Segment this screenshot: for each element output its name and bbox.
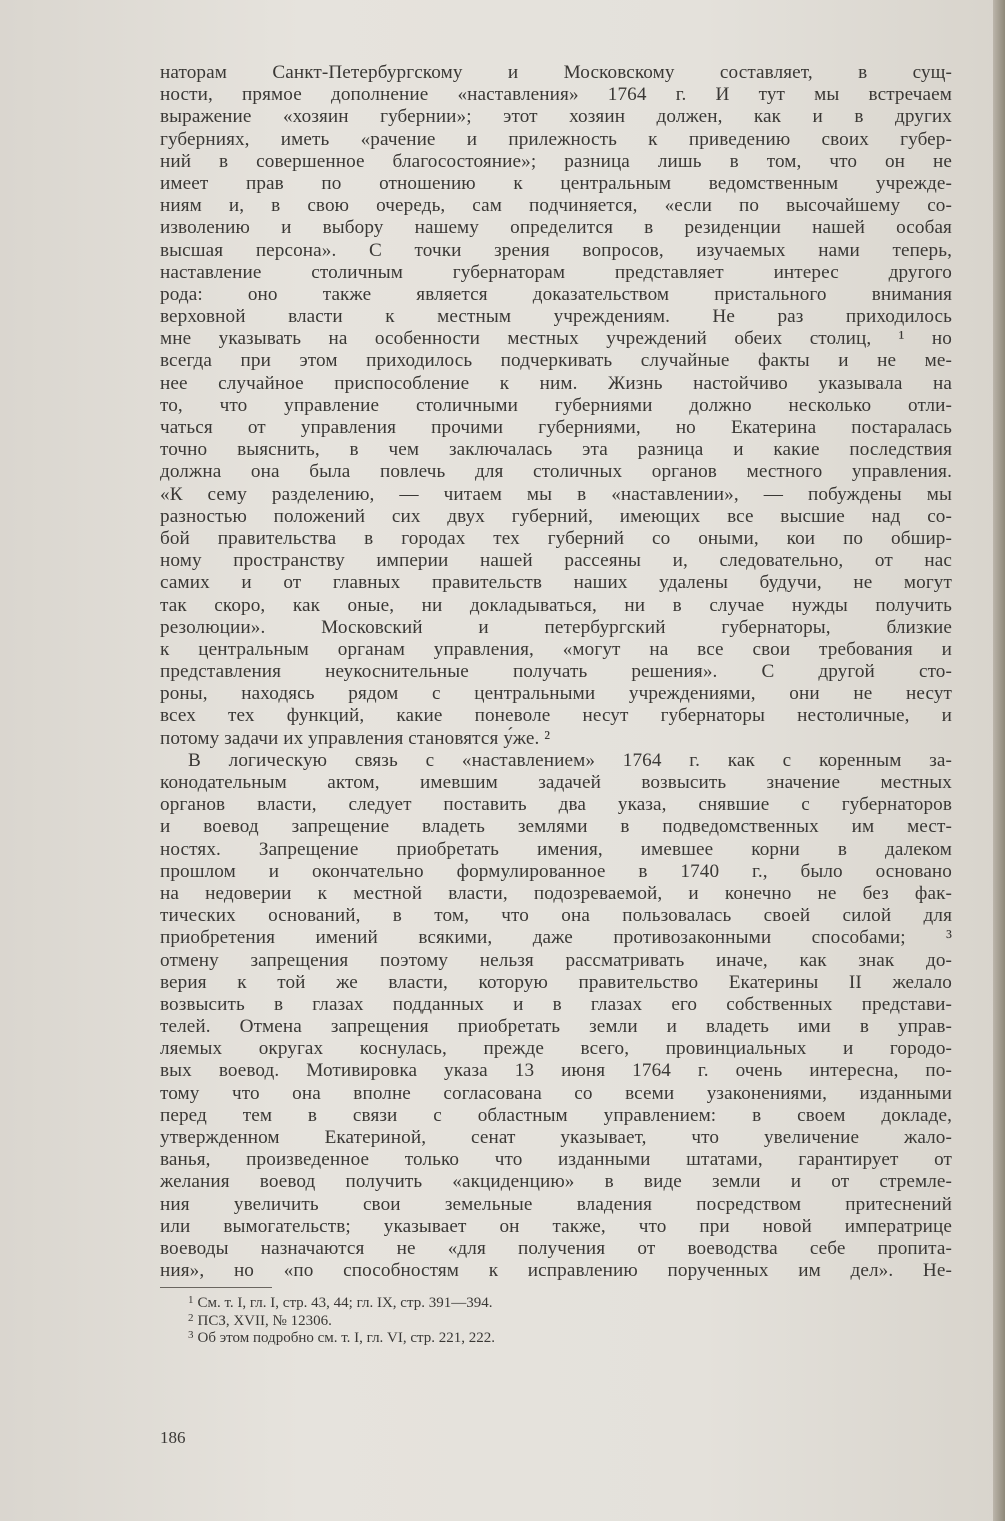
text-line: на недоверии к местной власти, подозреваемой, и конечно не без фак-: [160, 882, 952, 904]
text-line: В логическую связь с «наставлением» 1764 г. как с коренным за-: [188, 749, 952, 771]
text-line: чаться от управления прочими губерниями, но Екатерина постаралась: [160, 417, 952, 438]
text-line: воеводы назначаются не «для получения от воеводства себе пропита-: [160, 1237, 952, 1259]
text-line: тических оснований, в том, что она пользовалась своей силой для: [160, 905, 952, 927]
text-line: верховной власти к местным учреждениям. Не раз приходилось: [160, 306, 952, 328]
page-edge: [993, 0, 1005, 1521]
text-line: губерниях, иметь «рачение и прилежность к приведению своих губер-: [160, 128, 952, 150]
text-line: резолюции». Московский и петербургский губернаторы, близкие: [160, 616, 952, 638]
text-line: ности, прямое дополнение «наставления» 1764 г. И тут мы встречаем: [160, 84, 952, 106]
text-line: ний в совершенное благосостояние»; разница лишь в том, что он не: [160, 150, 952, 172]
footnote-text: См. т. I, гл. I, стр. 43, 44; гл. IX, стр. 391—394.: [197, 1295, 493, 1312]
text-line: перед тем в связи с областным управлением: в своем докладе,: [160, 1104, 952, 1126]
text-line: выражение «хозяин губернии»; этот хозяин должен, как и в других: [160, 106, 952, 128]
text-line: телей. Отмена запрещения приобретать земли и владеть ими в управ-: [160, 1016, 952, 1038]
text-line: тому что она вполне согласована со всеми узаконениями, изданными: [160, 1082, 952, 1104]
text-line: ностях. Запрещение приобретать имения, имевшее корни в далеком: [160, 838, 952, 860]
text-line: отмену запрещения поэтому нельзя рассматривать иначе, как знак до-: [160, 949, 952, 971]
main-text: [160, 62, 952, 1345]
text-line: мне указывать на особенности местных учреждений обеих столиц, ¹ но: [160, 328, 952, 350]
text-line: конодательным актом, имевшим задачей возвысить значение местных: [160, 772, 952, 793]
text-line: вых воевод. Мотивировка указа 13 июня 1764 г. очень интересна, по-: [160, 1060, 952, 1082]
text-line: наторам Санкт-Петербургскому и Московскому составляет, в сущ-: [160, 62, 952, 83]
footnote-mark: 1: [188, 1294, 194, 1307]
text-line: всех тех функций, какие поневоле несут губернаторы нестоличные, и: [160, 705, 952, 727]
page-number: 186: [160, 1428, 186, 1447]
text-line: бой правительства в городах тех губерний со оными, кои по обшир-: [160, 527, 952, 549]
text-line: или вымогательств; указывает он также, что при новой императрице: [160, 1215, 952, 1237]
text-line: желания воевод получить «акциденцию» в виде земли и от стремле-: [160, 1171, 952, 1193]
text-line: нее случайное приспособление к ним. Жизнь настойчиво указывала на: [160, 372, 952, 394]
text-line: потому задачи их управления становятся у́же. ²: [160, 727, 551, 749]
footnote: [160, 1292, 952, 1310]
footnote-mark: 3: [188, 1329, 194, 1342]
text-line: ному пространству империи нашей рассеяны и, следовательно, от нас: [160, 550, 952, 572]
footnote-mark: 2: [188, 1311, 194, 1324]
text-line: самих и от главных правительств наших удалены будучи, не могут: [160, 572, 952, 594]
text-line: органов власти, следует поставить два указа, снявшие с губернаторов: [160, 794, 952, 816]
text-line: ванья, произведенное только что изданными штатами, гарантирует от: [160, 1149, 952, 1171]
text-line: приобретения имений всякими, даже противозаконными способами; ³: [160, 927, 952, 949]
text-line: ляемых округах коснулась, прежде всего, провинциальных и городо-: [160, 1038, 952, 1060]
text-line: роны, находясь рядом с центральными учреждениями, они не несут: [160, 683, 952, 705]
text-line: прошлом и окончательно формулированное в 1740 г., было основано: [160, 860, 952, 882]
text-line: ниям и, в свою очередь, сам подчиняется, «если по высочайшему со-: [160, 195, 952, 217]
text-line: разностью положений сих двух губерний, имеющих все высшие над со-: [160, 505, 952, 527]
footnote-text: Об этом подробно см. т. I, гл. VI, стр. 221, 222.: [197, 1330, 496, 1347]
text-line: к центральным органам управления, «могут на все свои требования и: [160, 638, 952, 660]
text-line: ния», но «по способностям к исправлению порученных им дел». Не-: [160, 1260, 952, 1282]
footnote: [160, 1327, 952, 1345]
text-line: возвысить в глазах подданных и в глазах его собственных представи-: [160, 993, 952, 1015]
text-line: «К сему разделению, — читаем мы в «наставлении», — побуждены мы: [160, 483, 952, 505]
text-line: ния увеличить свои земельные владения посредством притеснений: [160, 1193, 952, 1215]
footnote-text: ПСЗ, XVII, № 12306.: [197, 1312, 332, 1329]
text-line: точно выяснить, в чем заключалась эта разница и какие последствия: [160, 439, 952, 461]
text-line: всегда при этом приходилось подчеркивать случайные факты и не ме-: [160, 350, 952, 372]
text-line: рода: оно также является доказательством пристального внимания: [160, 283, 952, 305]
text-line: верия к той же власти, которую правительство Екатерины II желало: [160, 971, 952, 993]
text-line: то, что управление столичными губерниями должно несколько отли-: [160, 394, 952, 416]
text-line: наставление столичным губернаторам представляет интерес другого: [160, 261, 952, 283]
text-line: представления неукоснительные получать решения». С другой сто-: [160, 661, 952, 683]
text-line: изволению и выбору нашему определится в резиденции нашей особая: [160, 217, 952, 239]
text-line: высшая персона». С точки зрения вопросов, изучаемых нами теперь,: [160, 239, 952, 261]
text-line: и воевод запрещение владеть землями в подведомственных им мест-: [160, 816, 952, 838]
text-line: так скоро, как оные, ни докладываться, ни в случае нужды получить: [160, 594, 952, 616]
footnote: [160, 1310, 952, 1328]
footnote-divider: [160, 1287, 272, 1288]
text-line: утвержденном Екатериной, сенат указывает, что увеличение жало-: [160, 1127, 952, 1148]
text-line: должна она была повлечь для столичных органов местного управления.: [160, 461, 952, 483]
text-line: имеет прав по отношению к центральным ведомственным учрежде-: [160, 172, 952, 194]
